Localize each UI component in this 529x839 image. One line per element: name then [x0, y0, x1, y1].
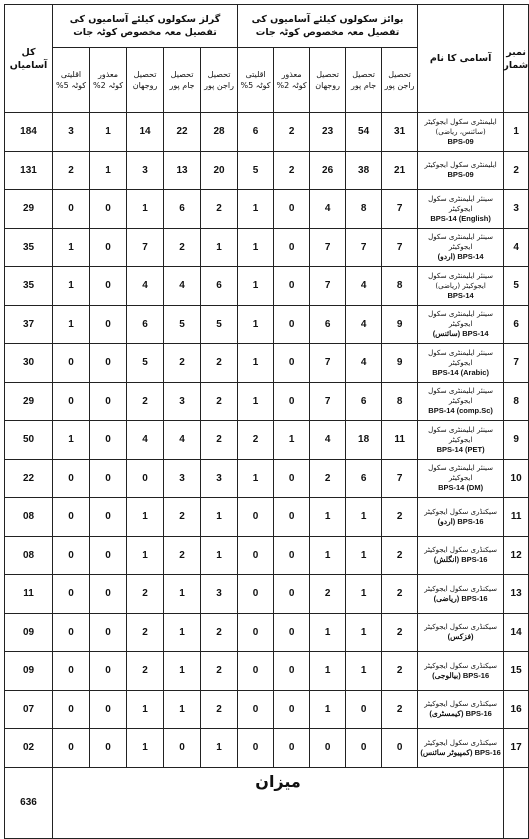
boys-count-cell: 0: [238, 652, 274, 691]
post-name-cell: [418, 652, 504, 691]
girls-group-header: گرلز سکولوں کیلئے آسامیوں کی تفصیل معہ مخصوص کوٹہ جات: [53, 5, 238, 48]
girls-count-cell: 2: [201, 690, 238, 729]
girls-count-cell: 2: [201, 344, 238, 383]
girls-count-cell: 0: [53, 344, 90, 383]
serial-cell: 12: [504, 536, 529, 575]
boys-count-cell: 0: [346, 729, 382, 768]
boys-count-cell: 1: [238, 228, 274, 267]
table-row: [5, 690, 529, 729]
row-total-cell: 29: [5, 190, 53, 229]
girls-count-cell: 5: [201, 305, 238, 344]
serial-cell: 1: [504, 113, 529, 152]
post-title: سینئر ایلیمنٹری سکول ایجوکیٹر: [428, 464, 494, 483]
table-row: [5, 459, 529, 498]
boys-count-cell: 1: [346, 536, 382, 575]
boys-count-cell: 5: [238, 151, 274, 190]
boys-count-cell: 7: [346, 228, 382, 267]
table-row: [5, 421, 529, 460]
girls-count-cell: 0: [53, 459, 90, 498]
girls-count-cell: 28: [201, 113, 238, 152]
post-grade: BPS-14 (English): [430, 213, 491, 223]
boys-count-cell: 0: [346, 690, 382, 729]
post-title: سیکنڈری سکول ایجوکیٹر: [424, 661, 498, 670]
post-name-cell: [418, 498, 504, 537]
girls-count-cell: 1: [53, 228, 90, 267]
boys-count-cell: 0: [274, 729, 310, 768]
girls-count-cell: 0: [90, 228, 127, 267]
boys-count-cell: 0: [274, 228, 310, 267]
girls-count-cell: 3: [201, 575, 238, 614]
post-name-cell: [418, 382, 504, 421]
post-title: سیکنڈری سکول ایجوکیٹر: [424, 700, 498, 709]
boys-count-cell: 9: [382, 305, 418, 344]
boys-count-cell: 0: [238, 536, 274, 575]
post-name-header: آسامی کا نام: [418, 5, 504, 113]
table-row: [5, 536, 529, 575]
row-total-cell: 11: [5, 575, 53, 614]
boys-col-header: تحصیل روجھان: [310, 48, 346, 113]
girls-count-cell: 1: [164, 652, 201, 691]
post-title: سیکنڈری سکول ایجوکیٹر: [424, 507, 498, 516]
girls-count-cell: 0: [164, 729, 201, 768]
girls-count-cell: 14: [127, 113, 164, 152]
girls-count-cell: 1: [127, 690, 164, 729]
girls-count-cell: 1: [53, 267, 90, 306]
post-name-cell: [418, 228, 504, 267]
post-grade: BPS-14: [447, 290, 474, 300]
table-row: [5, 382, 529, 421]
header-row-top: [5, 5, 529, 48]
boys-count-cell: 4: [310, 421, 346, 460]
boys-count-cell: 2: [238, 421, 274, 460]
post-title: سینئر ایلیمنٹری سکول ایجوکیٹر: [428, 310, 494, 329]
girls-count-cell: 2: [127, 382, 164, 421]
serial-cell: 17: [504, 729, 529, 768]
girls-count-cell: 0: [90, 575, 127, 614]
post-name-cell: [418, 113, 504, 152]
row-total-cell: 50: [5, 421, 53, 460]
boys-count-cell: 1: [346, 613, 382, 652]
boys-col-header: معذور کوٹہ 2%: [274, 48, 310, 113]
boys-count-cell: 1: [310, 690, 346, 729]
boys-count-cell: 7: [310, 228, 346, 267]
boys-count-cell: 6: [310, 305, 346, 344]
girls-count-cell: 1: [164, 575, 201, 614]
boys-count-cell: 0: [274, 652, 310, 691]
post-grade: BPS-14 (PET): [436, 444, 485, 454]
post-name-cell: [418, 344, 504, 383]
boys-count-cell: 18: [346, 421, 382, 460]
table-row: [5, 498, 529, 537]
serial-cell: 7: [504, 344, 529, 383]
girls-count-cell: 1: [164, 613, 201, 652]
girls-count-cell: 20: [201, 151, 238, 190]
girls-count-cell: 4: [164, 267, 201, 306]
girls-count-cell: 2: [127, 575, 164, 614]
girls-count-cell: 0: [90, 652, 127, 691]
serial-cell: 2: [504, 151, 529, 190]
boys-col-header: اقلیتی کوٹہ 5%: [238, 48, 274, 113]
boys-count-cell: 1: [346, 575, 382, 614]
girls-count-cell: 2: [164, 536, 201, 575]
girls-count-cell: 3: [164, 382, 201, 421]
boys-count-cell: 6: [346, 382, 382, 421]
girls-count-cell: 1: [127, 498, 164, 537]
girls-count-cell: 1: [127, 536, 164, 575]
girls-count-cell: 3: [53, 113, 90, 152]
table-row: [5, 305, 529, 344]
serial-cell: 3: [504, 190, 529, 229]
girls-count-cell: 0: [53, 690, 90, 729]
boys-count-cell: 2: [382, 498, 418, 537]
post-name-cell: [418, 575, 504, 614]
boys-count-cell: 2: [310, 575, 346, 614]
girls-count-cell: 2: [127, 613, 164, 652]
boys-count-cell: 8: [346, 190, 382, 229]
girls-count-cell: 0: [90, 536, 127, 575]
post-grade: BPS-14 (DM): [438, 483, 484, 493]
boys-count-cell: 8: [382, 382, 418, 421]
boys-count-cell: 0: [274, 459, 310, 498]
girls-count-cell: 3: [201, 459, 238, 498]
row-total-cell: 22: [5, 459, 53, 498]
serial-cell: 5: [504, 267, 529, 306]
post-grade: BPS-09: [447, 136, 474, 146]
boys-count-cell: 9: [382, 344, 418, 383]
post-title: سینئر ایلیمنٹری سکول ایجوکیٹر: [428, 425, 494, 444]
boys-count-cell: 0: [238, 729, 274, 768]
boys-count-cell: 0: [274, 190, 310, 229]
serial-cell: 6: [504, 305, 529, 344]
serial-cell: 10: [504, 459, 529, 498]
boys-count-cell: 1: [310, 498, 346, 537]
post-name-cell: [418, 190, 504, 229]
serial-cell: 4: [504, 228, 529, 267]
boys-count-cell: 0: [238, 498, 274, 537]
post-grade: BPS-16 (انگلش): [433, 555, 488, 565]
serial-cell: 8: [504, 382, 529, 421]
post-name-cell: [418, 613, 504, 652]
post-name-cell: [418, 729, 504, 768]
girls-col-header: تحصیل راجن پور: [201, 48, 238, 113]
boys-count-cell: 4: [346, 344, 382, 383]
girls-count-cell: 6: [164, 190, 201, 229]
post-title: سیکنڈری سکول ایجوکیٹر: [424, 738, 498, 747]
serial-header: نمبر شمار: [504, 5, 529, 113]
girls-count-cell: 2: [201, 190, 238, 229]
boys-count-cell: 2: [310, 459, 346, 498]
girls-count-cell: 2: [164, 498, 201, 537]
serial-cell: 14: [504, 613, 529, 652]
girls-count-cell: 4: [164, 421, 201, 460]
post-grade: BPS-16 (کمپیوٹر سائنس): [420, 747, 501, 757]
post-name-cell: [418, 267, 504, 306]
post-grade: BPS-14 (Arabic): [432, 367, 489, 377]
girls-count-cell: 0: [90, 190, 127, 229]
row-total-cell: 07: [5, 690, 53, 729]
post-grade: BPS-16 (ریاضی): [433, 593, 488, 603]
girls-count-cell: 0: [53, 498, 90, 537]
girls-count-cell: 0: [53, 536, 90, 575]
girls-count-cell: 0: [53, 190, 90, 229]
girls-count-cell: 1: [201, 498, 238, 537]
table-row: [5, 575, 529, 614]
girls-count-cell: 0: [127, 459, 164, 498]
row-total-cell: 09: [5, 652, 53, 691]
table-row: [5, 267, 529, 306]
boys-count-cell: 26: [310, 151, 346, 190]
boys-col-header: تحصیل راجن پور: [382, 48, 418, 113]
girls-count-cell: 0: [90, 382, 127, 421]
total-label: میزان: [53, 767, 504, 838]
boys-count-cell: 21: [382, 151, 418, 190]
boys-count-cell: 1: [310, 652, 346, 691]
boys-count-cell: 2: [382, 536, 418, 575]
girls-count-cell: 2: [201, 382, 238, 421]
boys-count-cell: 2: [382, 652, 418, 691]
post-title: سینئر ایلیمنٹری سکول ایجوکیٹر (ریاضی): [428, 271, 494, 290]
post-title: سینئر ایلیمنٹری سکول ایجوکیٹر: [428, 348, 494, 367]
boys-count-cell: 1: [238, 267, 274, 306]
boys-count-cell: 0: [274, 382, 310, 421]
boys-count-cell: 0: [238, 613, 274, 652]
boys-count-cell: 7: [382, 228, 418, 267]
table-row: [5, 729, 529, 768]
girls-count-cell: 4: [127, 267, 164, 306]
boys-count-cell: 0: [274, 613, 310, 652]
girls-count-cell: 1: [127, 190, 164, 229]
post-title: سینئر ایلیمنٹری سکول ایجوکیٹر: [428, 387, 494, 406]
serial-cell: 16: [504, 690, 529, 729]
boys-count-cell: 7: [310, 382, 346, 421]
boys-count-cell: 31: [382, 113, 418, 152]
girls-count-cell: 0: [90, 459, 127, 498]
boys-count-cell: 7: [382, 190, 418, 229]
boys-count-cell: 1: [238, 382, 274, 421]
footer-blank-cell: [504, 767, 529, 838]
serial-cell: 15: [504, 652, 529, 691]
post-title: سیکنڈری سکول ایجوکیٹر: [424, 584, 498, 593]
boys-count-cell: 38: [346, 151, 382, 190]
row-total-cell: 184: [5, 113, 53, 152]
girls-count-cell: 1: [53, 421, 90, 460]
row-total-cell: 08: [5, 536, 53, 575]
boys-count-cell: 0: [238, 575, 274, 614]
girls-count-cell: 5: [164, 305, 201, 344]
boys-count-cell: 1: [346, 652, 382, 691]
total-header: کل آسامیاں: [5, 5, 53, 113]
post-grade: BPS-16 (اردو): [437, 516, 484, 526]
girls-count-cell: 6: [127, 305, 164, 344]
row-total-cell: 30: [5, 344, 53, 383]
boys-count-cell: 6: [238, 113, 274, 152]
boys-count-cell: 4: [346, 305, 382, 344]
boys-count-cell: 0: [274, 536, 310, 575]
girls-count-cell: 0: [90, 498, 127, 537]
boys-col-header: تحصیل جام پور: [346, 48, 382, 113]
table-row: [5, 652, 529, 691]
girls-count-cell: 0: [90, 305, 127, 344]
girls-count-cell: 2: [201, 613, 238, 652]
girls-count-cell: 2: [164, 228, 201, 267]
boys-count-cell: 7: [310, 344, 346, 383]
girls-count-cell: 0: [53, 613, 90, 652]
post-grade: BPS-16 (بیالوجی): [432, 670, 490, 680]
girls-count-cell: 1: [127, 729, 164, 768]
girls-count-cell: 0: [90, 729, 127, 768]
girls-count-cell: 2: [127, 652, 164, 691]
post-grade: BPS-14 (comp.Sc): [428, 406, 493, 416]
boys-count-cell: 7: [310, 267, 346, 306]
post-name-cell: [418, 305, 504, 344]
post-grade: (فزکس): [447, 632, 474, 642]
row-total-cell: 29: [5, 382, 53, 421]
girls-count-cell: 3: [127, 151, 164, 190]
girls-col-header: اقلیتی کوٹہ 5%: [53, 48, 90, 113]
grand-total-cell: 636: [5, 767, 53, 838]
girls-count-cell: 1: [201, 228, 238, 267]
boys-count-cell: 1: [346, 498, 382, 537]
table-row: [5, 151, 529, 190]
boys-count-cell: 0: [382, 729, 418, 768]
boys-count-cell: 2: [382, 575, 418, 614]
girls-count-cell: 0: [53, 575, 90, 614]
post-title: ایلیمنٹری سکول ایجوکیٹر: [424, 161, 497, 170]
girls-count-cell: 1: [201, 729, 238, 768]
post-grade: BPS-16 (کیمسٹری): [429, 709, 492, 719]
vacancy-table: [4, 4, 529, 839]
boys-count-cell: 1: [238, 190, 274, 229]
boys-count-cell: 0: [274, 498, 310, 537]
boys-count-cell: 8: [382, 267, 418, 306]
row-total-cell: 35: [5, 267, 53, 306]
girls-count-cell: 2: [201, 421, 238, 460]
boys-count-cell: 23: [310, 113, 346, 152]
boys-count-cell: 2: [274, 151, 310, 190]
boys-count-cell: 4: [310, 190, 346, 229]
girls-count-cell: 0: [53, 652, 90, 691]
boys-count-cell: 1: [310, 613, 346, 652]
girls-count-cell: 3: [164, 459, 201, 498]
serial-cell: 9: [504, 421, 529, 460]
row-total-cell: 09: [5, 613, 53, 652]
post-title: سیکنڈری سکول ایجوکیٹر: [424, 546, 498, 555]
girls-col-header: معذور کوٹہ 2%: [90, 48, 127, 113]
boys-count-cell: 6: [346, 459, 382, 498]
girls-count-cell: 0: [90, 613, 127, 652]
girls-count-cell: 0: [90, 690, 127, 729]
post-grade: BPS-09: [447, 170, 474, 180]
girls-count-cell: 1: [201, 536, 238, 575]
boys-count-cell: 0: [238, 690, 274, 729]
girls-count-cell: 1: [164, 690, 201, 729]
row-total-cell: 08: [5, 498, 53, 537]
boys-count-cell: 4: [346, 267, 382, 306]
post-name-cell: [418, 421, 504, 460]
boys-count-cell: 0: [274, 344, 310, 383]
girls-count-cell: 0: [53, 729, 90, 768]
boys-count-cell: 1: [310, 536, 346, 575]
boys-count-cell: 0: [274, 575, 310, 614]
boys-count-cell: 2: [382, 690, 418, 729]
boys-count-cell: 2: [382, 613, 418, 652]
post-title: ایلیمنٹری سکول ایجوکیٹر (سائنس، ریاضی): [424, 117, 497, 136]
table-row: [5, 613, 529, 652]
boys-group-header: بوائز سکولوں کیلئے آسامیوں کی تفصیل معہ مخصوص کوٹہ جات: [238, 5, 418, 48]
boys-count-cell: 54: [346, 113, 382, 152]
post-name-cell: [418, 690, 504, 729]
boys-count-cell: 0: [274, 305, 310, 344]
girls-count-cell: 2: [201, 652, 238, 691]
post-grade: BPS-14 (اردو): [437, 252, 484, 262]
boys-count-cell: 2: [274, 113, 310, 152]
girls-count-cell: 7: [127, 228, 164, 267]
post-title: سینئر ایلیمنٹری سکول ایجوکیٹر: [428, 194, 494, 213]
post-title: سیکنڈری سکول ایجوکیٹر: [424, 623, 498, 632]
post-name-cell: [418, 151, 504, 190]
boys-count-cell: 1: [238, 459, 274, 498]
post-name-cell: [418, 536, 504, 575]
table-row: [5, 113, 529, 152]
serial-cell: 11: [504, 498, 529, 537]
boys-count-cell: 11: [382, 421, 418, 460]
girls-count-cell: 1: [53, 305, 90, 344]
girls-count-cell: 0: [90, 267, 127, 306]
post-grade: BPS-14 (سائنس): [432, 329, 489, 339]
girls-count-cell: 0: [53, 382, 90, 421]
girls-count-cell: 13: [164, 151, 201, 190]
boys-count-cell: 1: [274, 421, 310, 460]
serial-cell: 13: [504, 575, 529, 614]
boys-count-cell: 7: [382, 459, 418, 498]
boys-count-cell: 1: [238, 305, 274, 344]
row-total-cell: 131: [5, 151, 53, 190]
post-title: سینئر ایلیمنٹری سکول ایجوکیٹر: [428, 233, 494, 252]
girls-col-header: تحصیل جام پور: [164, 48, 201, 113]
footer-row: [5, 767, 529, 838]
girls-count-cell: 1: [90, 113, 127, 152]
table-row: [5, 190, 529, 229]
girls-count-cell: 5: [127, 344, 164, 383]
boys-count-cell: 0: [274, 267, 310, 306]
girls-count-cell: 2: [53, 151, 90, 190]
row-total-cell: 35: [5, 228, 53, 267]
girls-count-cell: 4: [127, 421, 164, 460]
boys-count-cell: 0: [274, 690, 310, 729]
row-total-cell: 37: [5, 305, 53, 344]
girls-count-cell: 2: [164, 344, 201, 383]
girls-count-cell: 6: [201, 267, 238, 306]
table-row: [5, 344, 529, 383]
girls-count-cell: 1: [90, 151, 127, 190]
girls-count-cell: 0: [90, 344, 127, 383]
row-total-cell: 02: [5, 729, 53, 768]
boys-count-cell: 0: [310, 729, 346, 768]
girls-count-cell: 22: [164, 113, 201, 152]
boys-count-cell: 1: [238, 344, 274, 383]
post-name-cell: [418, 459, 504, 498]
table-row: [5, 228, 529, 267]
girls-col-header: تحصیل روجھان: [127, 48, 164, 113]
girls-count-cell: 0: [90, 421, 127, 460]
